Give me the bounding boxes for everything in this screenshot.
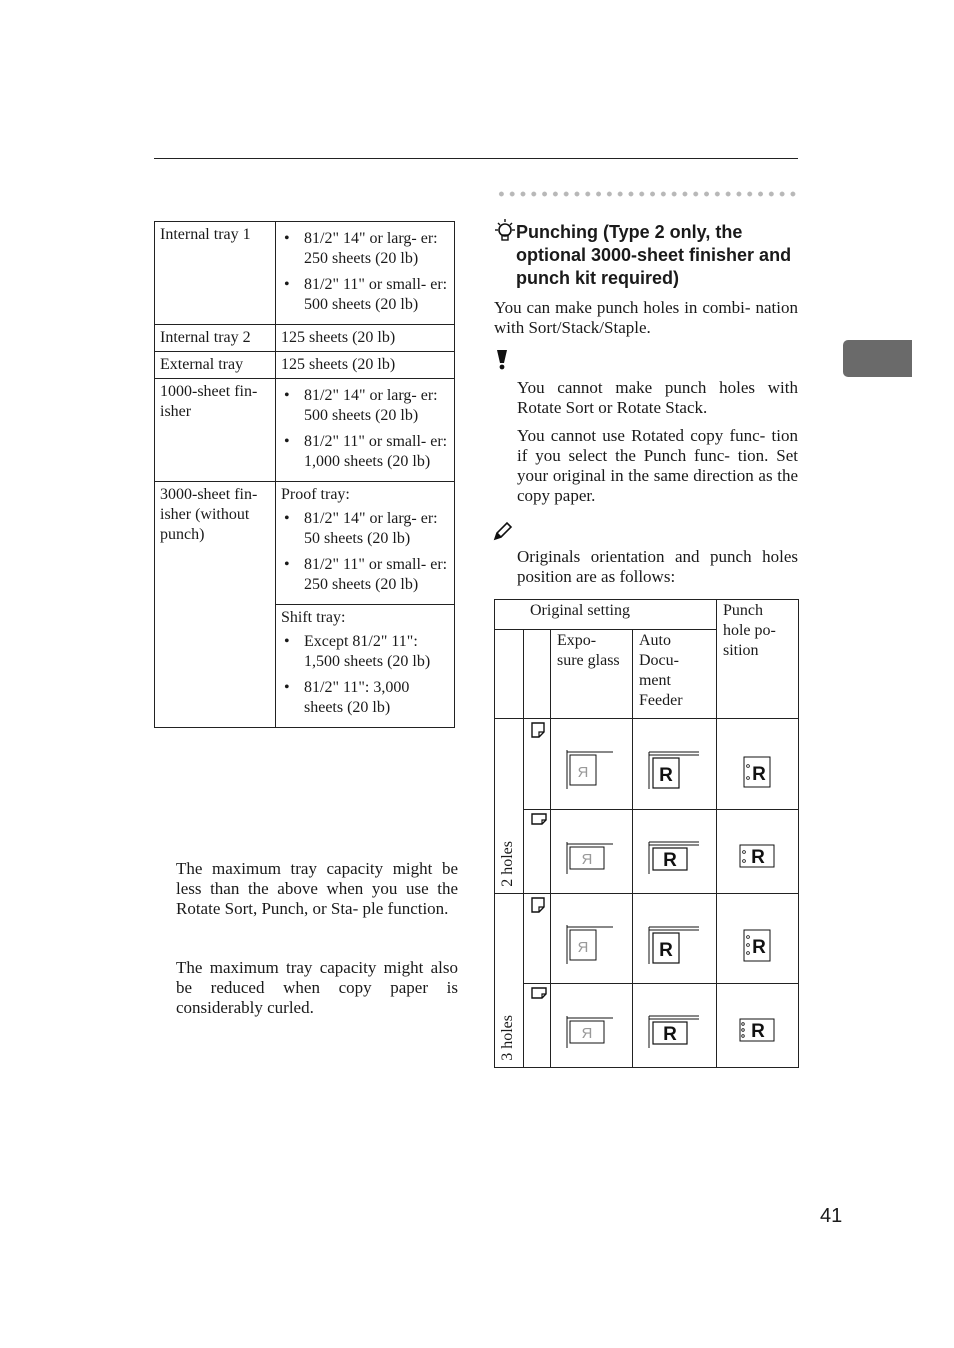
svg-text:R: R [752,937,766,958]
exposure-glass-figure [550,719,632,810]
adf-header: Auto Docu- ment Feeder [632,630,716,719]
table-row [155,222,455,325]
row-label: External tray [155,352,276,379]
svg-text:R: R [663,1024,677,1045]
section-heading: Punching (Type 2 only, the optional 3000-sheet finisher and punch kit required) [516,222,792,288]
adf-figure [632,894,716,984]
two-holes-label-cell [495,719,524,894]
row-label: 3000-sheet fin- isher (without punch) [155,482,276,728]
two-holes-label: 2 holes [499,841,516,887]
list-item: • 81/2" 11": 3,000 sheets (20 lb) [281,678,449,718]
tray-capacity-table [154,221,455,728]
hint-bulb-icon [494,219,516,243]
three-holes-label: 3 holes [499,1015,516,1061]
note-pencil-icon [493,521,513,541]
note-text: Originals orientation and punch holes position are as follows: [517,547,798,586]
punch-hole-figure [716,984,798,1068]
capacity-note: The maximum tray capacity might also be reduced when copy paper is considerably curled. [176,958,458,1017]
landscape-orientation-icon [531,987,547,1001]
exposure-glass-figure [550,894,632,984]
exposure-glass-figure [550,810,632,894]
shift-tray-heading: Shift tray: [281,609,346,626]
exposure-glass-header: Expo- sure glass [550,630,632,719]
adf-figure [632,984,716,1068]
section-dotted-rule [496,190,800,198]
table-row [495,984,799,1068]
capacity-note: The maximum tray capacity might be less than the above when you use the Rotate Sort, Punch, or Sta- ple function. [176,859,458,918]
svg-text:R: R [751,847,765,868]
svg-text:R: R [581,851,593,868]
svg-text:R: R [659,765,673,786]
portrait-orientation-icon [531,897,545,913]
list-item: • 81/2" 11" or small- er: 500 sheets (20 lb) [281,275,449,315]
table-row [495,719,799,810]
svg-text:R: R [577,764,589,781]
limitation-text: You cannot make punch holes with Rotate Sort or Rotate Stack. [517,378,798,417]
portrait-orientation-icon [531,722,545,738]
table-row [155,325,455,352]
limitation-text: You cannot use Rotated copy func- tion if you select the Punch func- tion. Set your original in the same direction as the copy paper. [517,426,798,505]
svg-text:R: R [663,850,677,871]
table-row [495,894,799,984]
intro-text: You can make punch holes in combi- nation with Sort/Stack/Staple. [494,298,798,337]
adf-figure [632,719,716,810]
punch-hole-figure [716,719,798,810]
list-item: • 81/2" 14" or larg- er: 500 sheets (20 lb) [281,386,449,426]
table-row [155,482,455,605]
chapter-tab [843,340,912,377]
punch-position-table [494,599,799,1068]
punch-hole-figure [716,810,798,894]
row-label: Internal tray 1 [155,222,276,325]
svg-text:R: R [581,1025,593,1042]
list-item: • Except 81/2" 11": 1,500 sheets (20 lb) [281,632,449,672]
svg-text:R: R [577,939,589,956]
punch-position-header: Punch hole po- sition [716,600,798,719]
svg-text:R: R [659,940,673,961]
row-label: Internal tray 2 [155,325,276,352]
page-number: 41 [820,1205,843,1227]
table-row [155,379,455,482]
table-row [495,810,799,894]
row-value: 125 sheets (20 lb) [276,325,455,352]
original-setting-header: Original setting [495,600,717,630]
list-item: • 81/2" 14" or larg- er: 50 sheets (20 lb) [281,509,449,549]
header-rule [154,158,798,159]
svg-text:R: R [751,1021,765,1042]
proof-tray-heading: Proof tray: [281,486,350,503]
exposure-glass-figure [550,984,632,1068]
svg-text:R: R [752,764,766,785]
row-label: 1000-sheet fin- isher [155,379,276,482]
table-row [155,352,455,379]
list-item: • 81/2" 11" or small- er: 1,000 sheets (20 lb) [281,432,449,472]
limitation-icon [494,349,510,371]
adf-figure [632,810,716,894]
list-item: • 81/2" 11" or small- er: 250 sheets (20 lb) [281,555,449,595]
punch-hole-figure [716,894,798,984]
landscape-orientation-icon [531,813,547,827]
three-holes-label-cell [495,894,524,1068]
row-value: 125 sheets (20 lb) [276,352,455,379]
list-item: • 81/2" 14" or larg- er: 250 sheets (20 lb) [281,229,449,269]
